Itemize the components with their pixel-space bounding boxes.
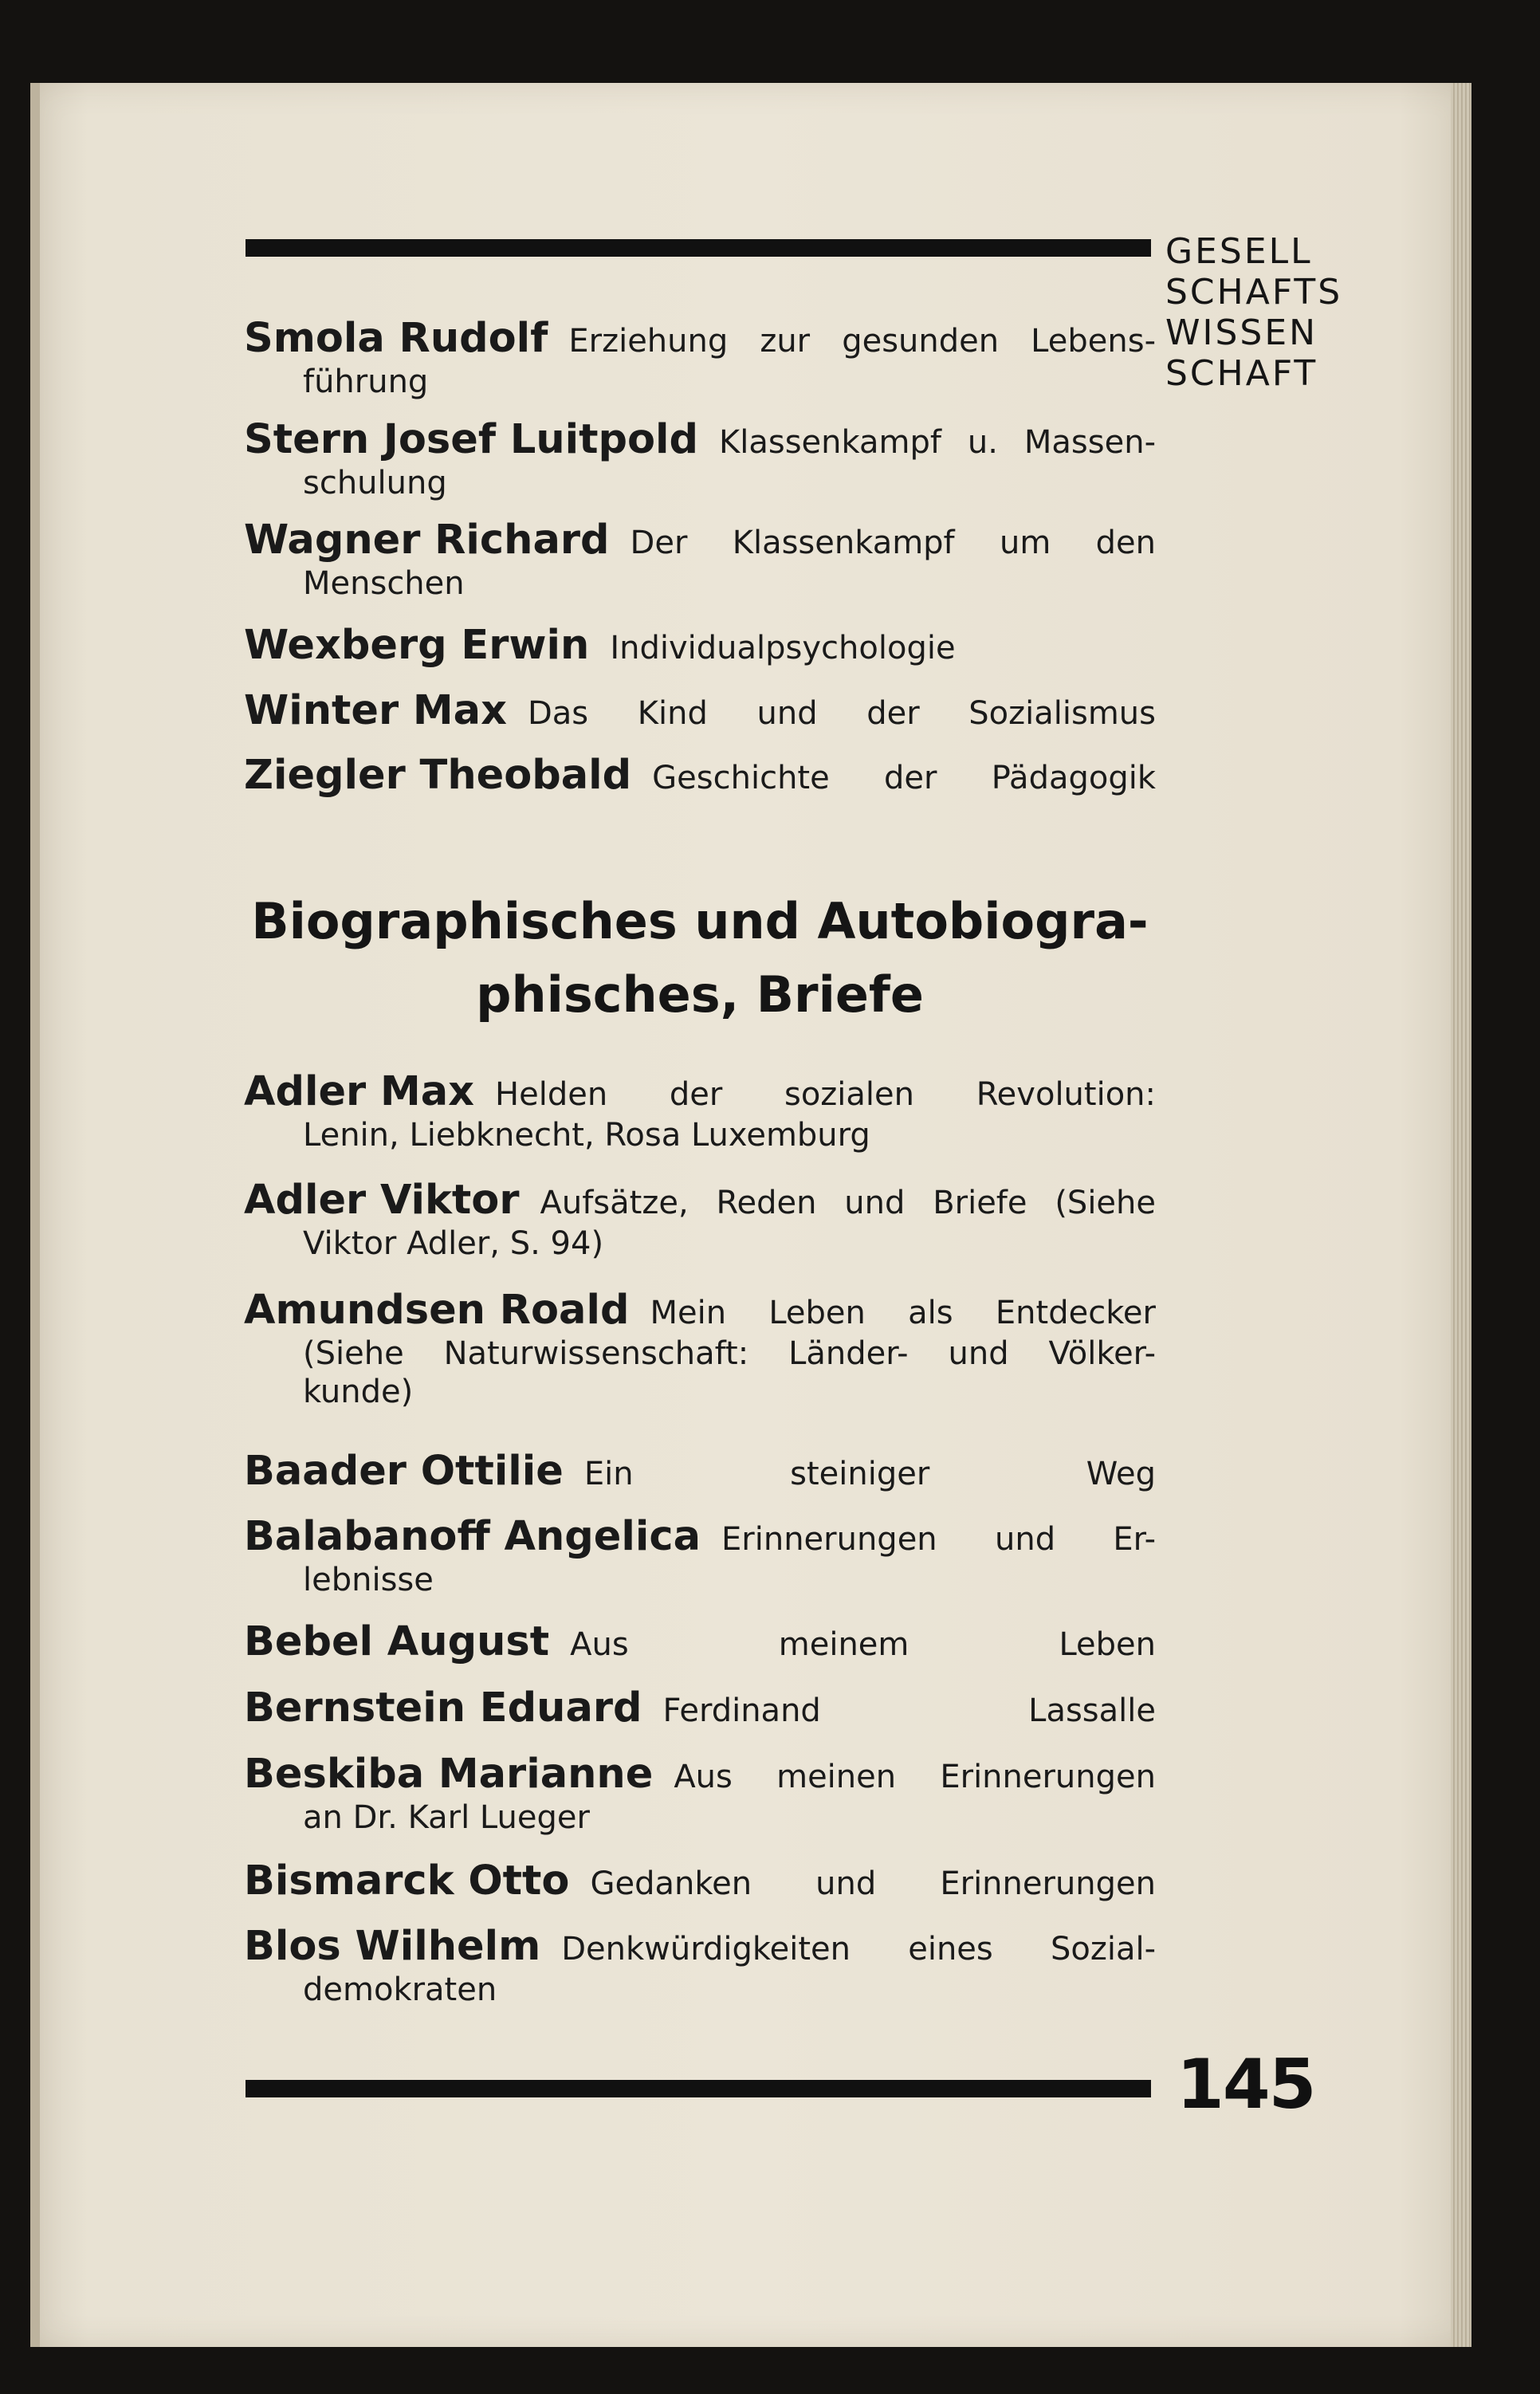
book-title: Aus meinen Erinnerungen [674, 1759, 1156, 1795]
entry-first-line [244, 517, 1156, 564]
book-title-continued: schulung [303, 465, 447, 501]
book-title: Ein steiniger Weg [583, 1456, 1156, 1492]
section-tag [1165, 231, 1373, 394]
page-stack-edge [1451, 83, 1471, 2347]
entry-first-line [244, 1513, 1156, 1560]
page-number: 145 [1177, 2045, 1315, 2125]
entry-first-line [244, 1287, 1156, 1334]
author-name: Bernstein Eduard [244, 1684, 642, 1732]
author-name: Stern Josef Luitpold [244, 416, 699, 463]
book-title: Individualpsychologie [610, 630, 956, 666]
list-item [244, 1857, 1156, 1905]
book-title-continued: an Dr. Karl Lueger [303, 1799, 590, 1836]
book-title: Geschichte der Pädagogik [652, 760, 1156, 796]
list-item [244, 1684, 1156, 1732]
book-title: Klassenkampf u. Massen- [719, 424, 1156, 461]
entry-first-line [244, 1684, 1156, 1732]
author-name: Adler Viktor [244, 1177, 520, 1224]
list-item [244, 1513, 1156, 1598]
list-item [244, 687, 1156, 734]
list-item [244, 1068, 1156, 1154]
section-tag-line: SCHAFT [1165, 353, 1318, 394]
book-title-continued: (Siehe Naturwissenschaft: Länder- und Völker- [303, 1335, 1156, 1372]
book-title-continued: demokraten [303, 1971, 497, 2008]
author-name: Wexberg Erwin [244, 622, 590, 669]
section-tag-line: SCHAFTS [1165, 272, 1343, 313]
book-title: Gedanken und Erinnerungen [590, 1865, 1156, 1902]
book-title-continued: führung [303, 364, 429, 400]
list-item [244, 517, 1156, 602]
list-item [244, 622, 1156, 669]
list-item [244, 752, 1156, 799]
section-tag-line: GESELL [1165, 231, 1313, 272]
entry-first-line [244, 1751, 1156, 1798]
book-title: Denkwürdigkeiten eines Sozial- [561, 1931, 1156, 1967]
list-item [244, 1448, 1156, 1495]
entry-first-line [244, 1923, 1156, 1970]
book-title-continued: lebnisse [303, 1562, 434, 1598]
author-name: Beskiba Marianne [244, 1751, 654, 1798]
list-item [244, 1177, 1156, 1262]
entry-first-line [244, 752, 1156, 799]
book-title: Helden der sozialen Revolution: [495, 1076, 1156, 1113]
list-item [244, 1618, 1156, 1665]
section-heading-line1: Biographisches und Autobiogra- [251, 892, 1149, 950]
book-title: Aus meinem Leben [570, 1626, 1156, 1663]
author-name: Winter Max [244, 687, 507, 734]
entry-first-line [244, 1177, 1156, 1224]
bottom-rule [246, 2080, 1151, 2097]
author-name: Baader Ottilie [244, 1448, 564, 1495]
book-title: Erinnerungen und Er- [721, 1521, 1156, 1558]
section-heading [244, 885, 1156, 1032]
entry-first-line [244, 1448, 1156, 1495]
author-name: Bismarck Otto [244, 1857, 570, 1905]
top-rule [246, 239, 1151, 257]
list-item [244, 1287, 1156, 1410]
entry-first-line [244, 687, 1156, 734]
author-name: Smola Rudolf [244, 315, 548, 362]
entry-first-line [244, 1068, 1156, 1115]
author-name: Amundsen Roald [244, 1287, 630, 1334]
entry-first-line [244, 622, 1156, 669]
author-name: Bebel August [244, 1618, 550, 1665]
book-title: Erziehung zur gesunden Lebens- [568, 323, 1156, 360]
book-title-continued: Menschen [303, 565, 465, 602]
list-item [244, 416, 1156, 501]
book-title: Mein Leben als Entdecker [650, 1295, 1156, 1331]
book-title-continued: Viktor Adler, S. 94) [303, 1225, 604, 1262]
author-name: Wagner Richard [244, 517, 610, 564]
book-title: Ferdinand Lassalle [662, 1692, 1156, 1729]
book-title: Der Klassenkampf um den [630, 525, 1156, 561]
author-name: Ziegler Theobald [244, 752, 632, 799]
list-item [244, 1751, 1156, 1836]
book-title: Aufsätze, Reden und Briefe (Siehe [540, 1185, 1156, 1221]
list-item [244, 1923, 1156, 2008]
author-name: Blos Wilhelm [244, 1923, 541, 1970]
section-tag-line: WISSEN [1165, 313, 1318, 353]
book-title: Das Kind und der Sozialismus [527, 695, 1156, 732]
entry-first-line [244, 315, 1156, 362]
book-title-continued: kunde) [303, 1374, 414, 1410]
author-name: Balabanoff Angelica [244, 1513, 701, 1560]
entry-first-line [244, 1857, 1156, 1905]
entry-first-line [244, 1618, 1156, 1665]
author-name: Adler Max [244, 1068, 475, 1115]
list-item [244, 315, 1156, 400]
entry-first-line [244, 416, 1156, 463]
page-gutter [30, 83, 40, 2347]
book-title-continued: Lenin, Liebknecht, Rosa Luxemburg [303, 1117, 870, 1154]
section-heading-line2: phisches, Briefe [476, 965, 924, 1024]
